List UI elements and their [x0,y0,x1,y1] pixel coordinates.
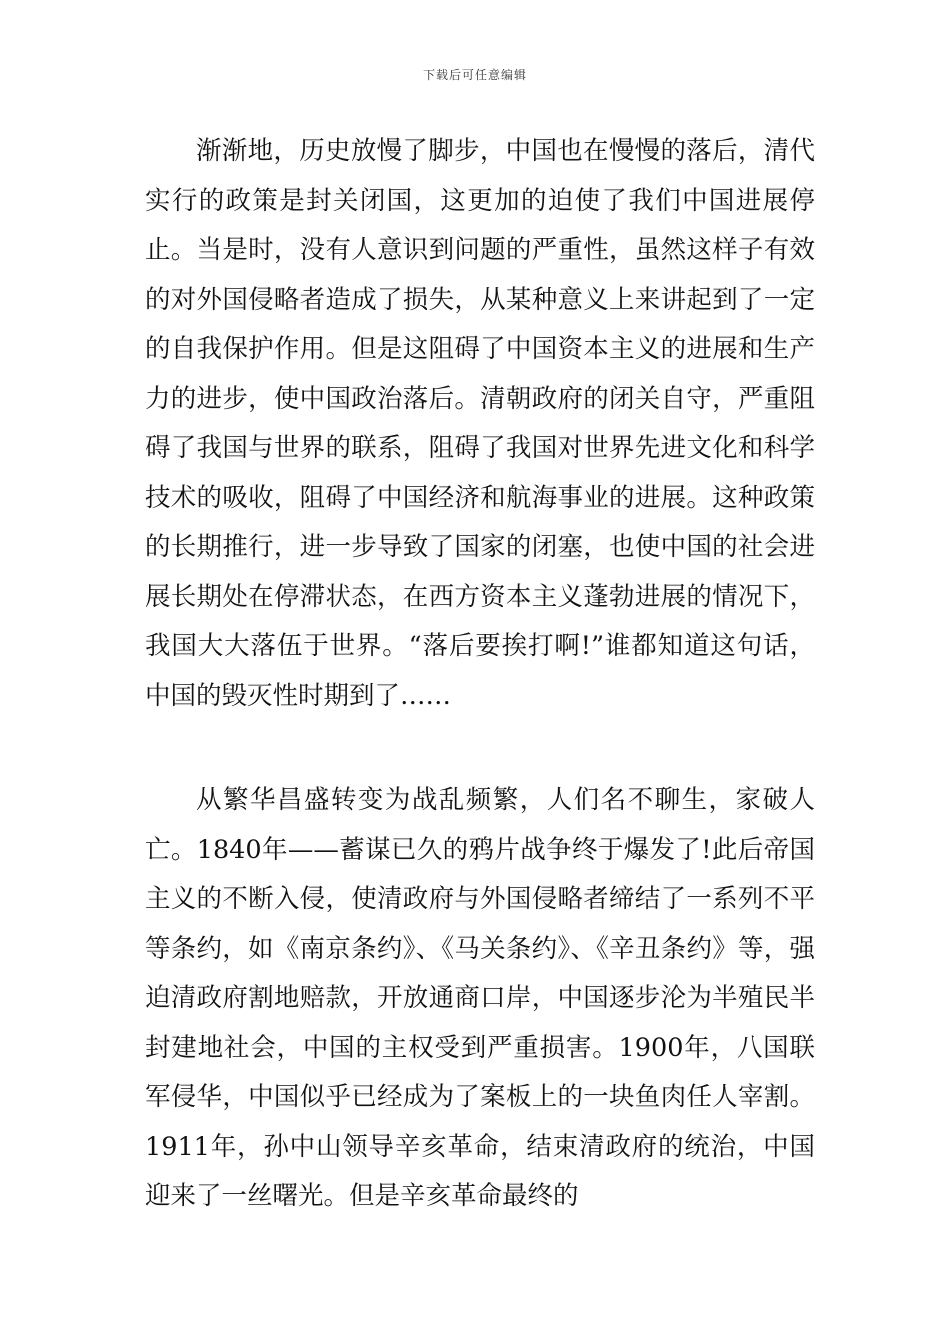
body-paragraph-1: 渐渐地，历史放慢了脚步，中国也在慢慢的落后，清代实行的政策是封关闭国，这更加的迫使了我们中国进展停止。当是时，没有人意识到问题的严重性，虽然这样子有效的对外国侵略者造成了损失，从某种意义上来讲起到了一定的自我保护作用。但是这阻碍了中国资本主义的进展和生产力的进步，使中国政治落后。清朝政府的闭关自守，严重阻碍了我国与世界的联系，阻碍了我国对世界先进文化和科学技术的吸收，阻碍了中国经济和航海事业的进展。这种政策的长期推行，进一步导致了国家的闭塞，也使中国的社会进展长期处在停滞状态，在西方资本主义蓬勃进展的情况下，我国大大落伍于世界。“落后要挨打啊!”谁都知道这句话，中国的毁灭性时期到了…… [145,136,815,711]
body-paragraph-2: 从繁华昌盛转变为战乱频繁，人们名不聊生，家破人亡。1840年——蓄谋已久的鸦片战争终于爆发了!此后帝国主义的不断入侵，使清政府与外国侵略者缔结了一系列不平等条约，如《南京条约》、《马关条约》、《辛丑条约》等，强迫清政府割地赔款，开放通商口岸，中国逐步沦为半殖民半封建地社会，中国的主权受到严重损害。1900年，八国联军侵华，中国似乎已经成为了案板上的一块鱼肉任人宰割。1911年，孙中山领导辛亥革命，结束清政府的统治，中国迎来了一丝曙光。但是辛亥革命最终的 [145,785,815,1211]
page-header: 下载后可任意编辑 [422,68,527,82]
